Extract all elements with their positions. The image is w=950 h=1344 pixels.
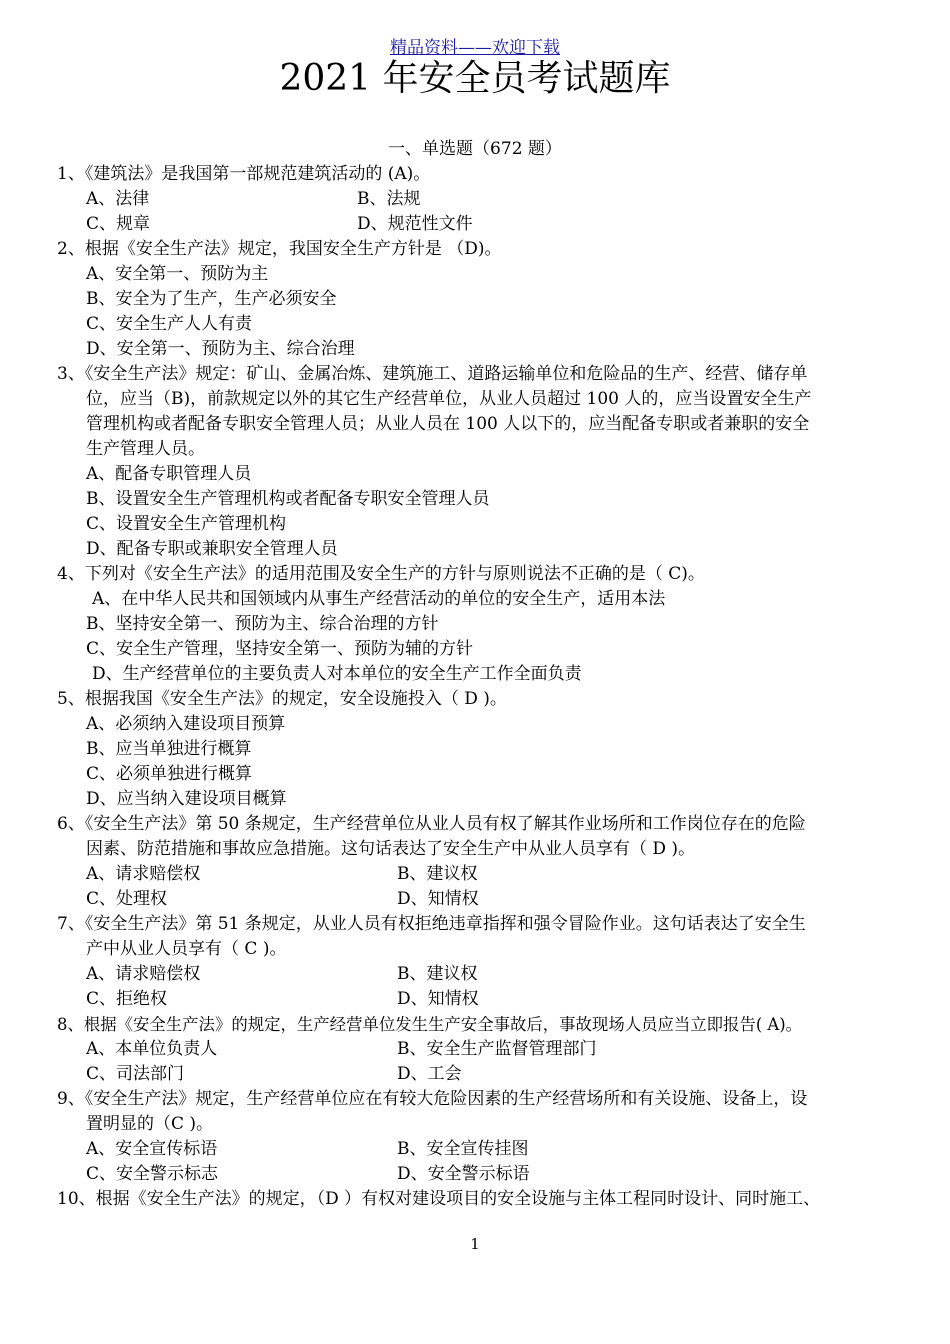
- option-c: C、安全生产管理，坚持安全第一、预防为辅的方针: [86, 639, 474, 659]
- question-2: 2、根据《安全生产法》规定，我国安全生产方针是 （D)。: [57, 239, 502, 259]
- option-a: A、请求赔偿权: [86, 964, 201, 984]
- document-title: 2021 年安全员考试题库: [279, 58, 671, 99]
- option-d: D、安全第一、预防为主、综合治理: [86, 339, 355, 359]
- option-d: D、配备专职或兼职安全管理人员: [86, 539, 338, 559]
- option-b: B、应当单独进行概算: [86, 739, 252, 759]
- option-c: C、安全生产人人有责: [86, 314, 253, 334]
- option-d: D、应当纳入建设项目概算: [86, 789, 287, 809]
- question-6-continued: 因素、防范措施和事故应急措施。这句话表达了安全生产中从业人员享有（ D )。: [86, 839, 696, 859]
- option-d: D、安全警示标语: [397, 1164, 530, 1184]
- question-1: 1、《建筑法》是我国第一部规范建筑活动的 (A)。: [57, 164, 431, 184]
- question-3: 3、《安全生产法》规定：矿山、金属冶炼、建筑施工、道路运输单位和危险品的生产、经营、储存单: [57, 364, 808, 384]
- question-7: 7、《安全生产法》第 51 条规定，从业人员有权拒绝违章指挥和强令冒险作业。这句话表达了安全生: [57, 914, 806, 934]
- option-a: A、在中华人民共和国领域内从事生产经营活动的单位的安全生产，适用本法: [92, 589, 666, 609]
- option-c: C、必须单独进行概算: [86, 764, 253, 784]
- page-number: 1: [470, 1235, 480, 1253]
- option-c: C、规章: [86, 214, 151, 234]
- option-c: C、拒绝权: [86, 989, 168, 1009]
- option-d: D、工会: [397, 1064, 462, 1084]
- question-3-continued: 位，应当（B)，前款规定以外的其它生产经营单位，从业人员超过 100 人的，应当设置安全生产: [86, 389, 812, 409]
- option-a: A、本单位负责人: [86, 1039, 218, 1059]
- option-b: B、坚持安全第一、预防为主、综合治理的方针: [86, 614, 439, 634]
- option-a: A、配备专职管理人员: [86, 464, 252, 484]
- option-b: B、安全为了生产，生产必须安全: [86, 289, 337, 309]
- option-a: A、请求赔偿权: [86, 864, 201, 884]
- question-3-continued: 管理机构或者配备专职安全管理人员；从业人员在 100 人以下的，应当配备专职或者兼职的安全: [86, 414, 810, 434]
- option-c: C、处理权: [86, 889, 168, 909]
- header-link[interactable]: [0, 38, 950, 58]
- option-a: A、安全第一、预防为主: [86, 264, 269, 284]
- option-a: A、安全宣传标语: [86, 1139, 218, 1159]
- option-d: D、知情权: [397, 889, 479, 909]
- option-b: B、安全宣传挂图: [397, 1139, 529, 1159]
- option-b: B、建议权: [397, 964, 478, 984]
- option-b: B、设置安全生产管理机构或者配备专职安全管理人员: [86, 489, 490, 509]
- question-9: 9、《安全生产法》规定，生产经营单位应在有较大危险因素的生产经营场所和有关设施、设备上，设: [57, 1089, 808, 1109]
- option-d: D、生产经营单位的主要负责人对本单位的安全生产工作全面负责: [92, 664, 582, 684]
- option-b: B、安全生产监督管理部门: [397, 1039, 597, 1059]
- option-b: B、建议权: [397, 864, 478, 884]
- question-7-continued: 产中从业人员享有（ C )。: [86, 939, 287, 959]
- question-3-continued: 生产管理人员。: [86, 439, 205, 459]
- option-d: D、规范性文件: [357, 214, 473, 234]
- header-link-text[interactable]: 精品资料——欢迎下载: [390, 38, 560, 58]
- question-8: 8、根据《安全生产法》的规定，生产经营单位发生生产安全事故后，事故现场人员应当立即报告( A)。: [57, 1015, 803, 1034]
- question-9-continued: 置明显的（C )。: [86, 1114, 214, 1134]
- option-a: A、必须纳入建设项目预算: [86, 714, 286, 734]
- option-c: C、设置安全生产管理机构: [86, 514, 287, 534]
- section-heading: 一、单选题（672 题）: [388, 139, 562, 159]
- option-b: B、法规: [357, 189, 421, 209]
- option-c: C、安全警示标志: [86, 1164, 219, 1184]
- question-10: 10、根据《安全生产法》的规定，（D ）有权对建设项目的安全设施与主体工程同时设计、同时施工、: [57, 1189, 821, 1209]
- option-a: A、法律: [86, 189, 150, 209]
- question-4: 4、下列对《安全生产法》的适用范围及安全生产的方针与原则说法不正确的是（ C)。: [57, 564, 705, 584]
- option-d: D、知情权: [397, 989, 479, 1009]
- question-5: 5、根据我国《安全生产法》的规定，安全设施投入（ D )。: [57, 689, 507, 709]
- option-c: C、司法部门: [86, 1064, 185, 1084]
- question-6: 6、《安全生产法》第 50 条规定，生产经营单位从业人员有权了解其作业场所和工作岗位存在的危险: [57, 814, 806, 834]
